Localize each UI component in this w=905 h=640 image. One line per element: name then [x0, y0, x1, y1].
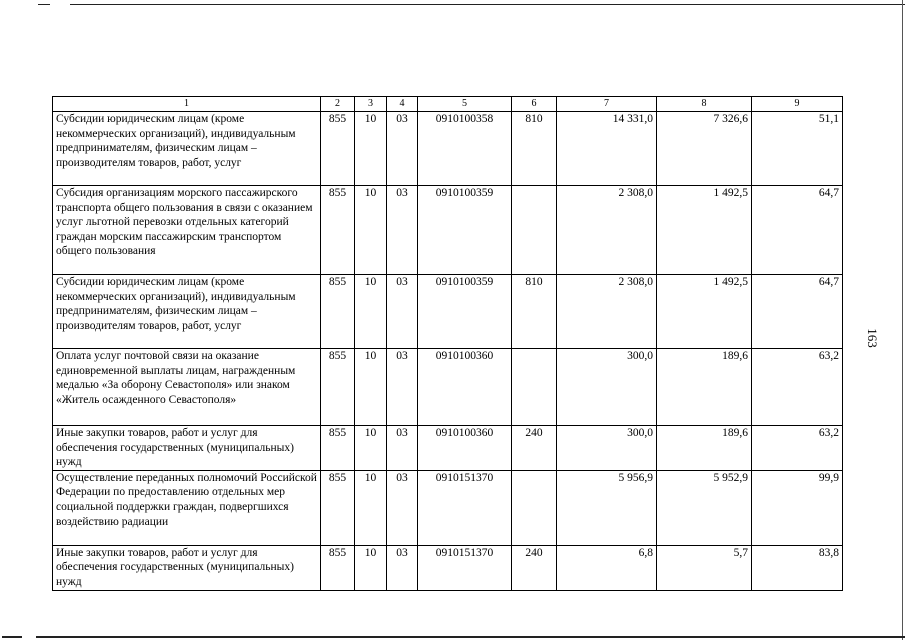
- row-code: 855: [321, 426, 355, 471]
- row-code: 855: [321, 112, 355, 186]
- row-name: Иные закупки товаров, работ и услуг для обеспечения государственных (муниципальных) нужд: [53, 545, 321, 590]
- row-expense-type: [512, 349, 557, 426]
- column-header: 5: [418, 97, 512, 112]
- table-row: [53, 186, 843, 275]
- row-value-8: 1 492,5: [657, 275, 752, 349]
- row-target-article: 0910100360: [418, 426, 512, 471]
- row-expense-type: [512, 186, 557, 275]
- scan-edge-bottom-left: [2, 636, 22, 638]
- row-subsection: 03: [387, 275, 418, 349]
- row-value-9: 63,2: [752, 349, 843, 426]
- row-expense-type: 810: [512, 112, 557, 186]
- row-value-8: 7 326,6: [657, 112, 752, 186]
- row-target-article: 0910151370: [418, 470, 512, 545]
- row-section: 10: [355, 545, 387, 590]
- row-section: 10: [355, 349, 387, 426]
- row-subsection: 03: [387, 426, 418, 471]
- row-target-article: 0910151370: [418, 545, 512, 590]
- row-section: 10: [355, 426, 387, 471]
- table-row: [53, 349, 843, 426]
- table-row: [53, 470, 843, 545]
- scan-edge-top-left: [38, 4, 50, 5]
- column-header: 4: [387, 97, 418, 112]
- row-subsection: 03: [387, 186, 418, 275]
- row-value-7: 5 956,9: [557, 470, 657, 545]
- row-target-article: 0910100359: [418, 186, 512, 275]
- row-expense-type: 810: [512, 275, 557, 349]
- scan-edge-bottom: [36, 636, 905, 638]
- row-name: Субсидии юридическим лицам (кроме некоммерческих организаций), индивидуальным предпринимателям, физическим лицам – производителям товаров, работ, услуг: [53, 112, 321, 186]
- table-row: [53, 112, 843, 186]
- row-code: 855: [321, 470, 355, 545]
- row-expense-type: 240: [512, 545, 557, 590]
- table-row: [53, 426, 843, 471]
- row-name: Субсидия организациям морского пассажирского транспорта общего пользования в связи с оказанием услуг льготной перевозки отдельных категорий граждан морским пассажирским транспортом общего пользования: [53, 186, 321, 275]
- column-header: 6: [512, 97, 557, 112]
- row-value-8: 5,7: [657, 545, 752, 590]
- table-row: [53, 545, 843, 590]
- row-value-7: 14 331,0: [557, 112, 657, 186]
- row-code: 855: [321, 349, 355, 426]
- row-name: Иные закупки товаров, работ и услуг для обеспечения государственных (муниципальных) нужд: [53, 426, 321, 471]
- row-code: 855: [321, 275, 355, 349]
- row-target-article: 0910100360: [418, 349, 512, 426]
- row-expense-type: 240: [512, 426, 557, 471]
- table-header-row: [53, 97, 843, 112]
- column-header: 2: [321, 97, 355, 112]
- row-subsection: 03: [387, 349, 418, 426]
- column-header: 9: [752, 97, 843, 112]
- row-section: 10: [355, 186, 387, 275]
- table-row: [53, 275, 843, 349]
- row-subsection: 03: [387, 545, 418, 590]
- row-value-7: 300,0: [557, 349, 657, 426]
- row-value-9: 51,1: [752, 112, 843, 186]
- row-section: 10: [355, 275, 387, 349]
- row-section: 10: [355, 112, 387, 186]
- scan-edge-top: [70, 4, 905, 5]
- row-name: Субсидии юридическим лицам (кроме некоммерческих организаций), индивидуальным предпринимателям, физическим лицам – производителям товаров, работ, услуг: [53, 275, 321, 349]
- row-value-9: 99,9: [752, 470, 843, 545]
- column-header: 1: [53, 97, 321, 112]
- row-name: Оплата услуг почтовой связи на оказание единовременной выплаты лицам, награжденным медалью «За оборону Севастополя» или знаком «Житель осажденного Севастополя»: [53, 349, 321, 426]
- row-code: 855: [321, 186, 355, 275]
- row-value-8: 5 952,9: [657, 470, 752, 545]
- row-value-7: 6,8: [557, 545, 657, 590]
- row-value-9: 63,2: [752, 426, 843, 471]
- row-subsection: 03: [387, 112, 418, 186]
- row-value-9: 83,8: [752, 545, 843, 590]
- budget-table: [52, 96, 843, 591]
- row-subsection: 03: [387, 470, 418, 545]
- row-section: 10: [355, 470, 387, 545]
- row-target-article: 0910100358: [418, 112, 512, 186]
- row-code: 855: [321, 545, 355, 590]
- row-target-article: 0910100359: [418, 275, 512, 349]
- column-header: 3: [355, 97, 387, 112]
- page-number: 163: [864, 328, 880, 348]
- row-value-8: 189,6: [657, 426, 752, 471]
- column-header: 8: [657, 97, 752, 112]
- row-value-8: 189,6: [657, 349, 752, 426]
- scan-edge-right: [902, 0, 903, 640]
- column-header: 7: [557, 97, 657, 112]
- row-value-7: 300,0: [557, 426, 657, 471]
- row-value-7: 2 308,0: [557, 186, 657, 275]
- row-name: Осуществление переданных полномочий Российской Федерации по предоставлению отдельных мер социальной поддержки граждан, подвергшихся воздействию радиации: [53, 470, 321, 545]
- row-value-8: 1 492,5: [657, 186, 752, 275]
- row-value-7: 2 308,0: [557, 275, 657, 349]
- row-value-9: 64,7: [752, 186, 843, 275]
- row-value-9: 64,7: [752, 275, 843, 349]
- row-expense-type: [512, 470, 557, 545]
